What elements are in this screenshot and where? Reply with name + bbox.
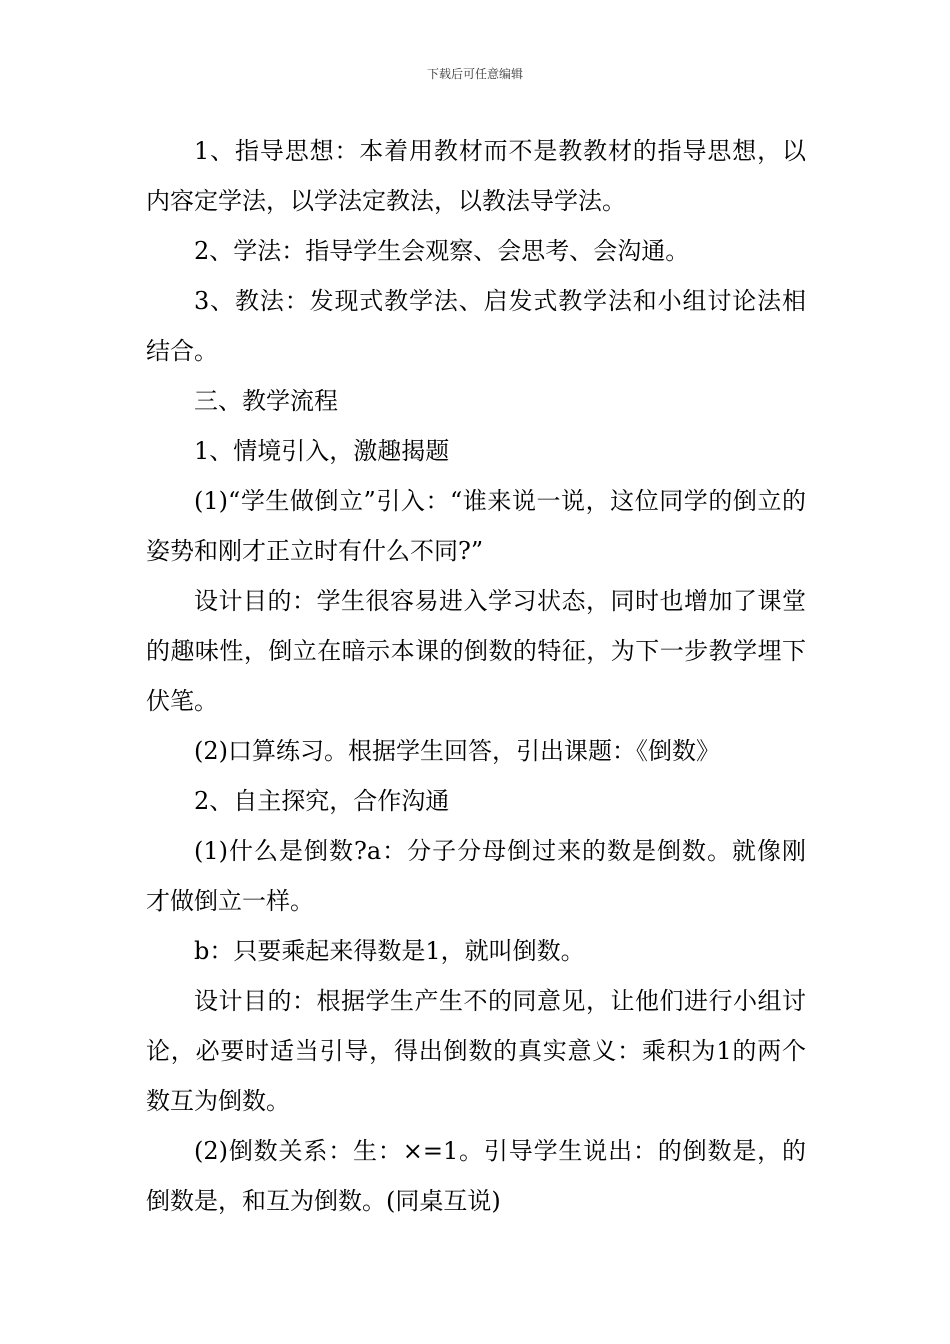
paragraph-oral-practice: (2)口算练习。根据学生回答，引出课题：《倒数》 bbox=[194, 737, 720, 765]
paragraph-teaching-method: 3、教法：发现式教学法、启发式教学法和小组讨论法相结合。 bbox=[146, 287, 806, 365]
paragraph-reciprocal-relation: (2)倒数关系：生：×=1。引导学生说出：的倒数是，的倒数是，和互为倒数。(同桌互说) bbox=[146, 1137, 806, 1215]
document-body bbox=[146, 126, 806, 1226]
section-heading-teaching-process: 三、教学流程 bbox=[194, 387, 338, 415]
paragraph-what-is-reciprocal: (1)什么是倒数?a：分子分母倒过来的数是倒数。就像刚才做倒立一样。 bbox=[146, 837, 806, 915]
subheading-situation-intro: 1、情境引入，激趣揭题 bbox=[194, 437, 450, 465]
paragraph-design-purpose-1: 设计目的：学生很容易进入学习状态，同时也增加了课堂的趣味性，倒立在暗示本课的倒数的特征，为下一步教学埋下伏笔。 bbox=[146, 587, 806, 715]
paragraph-answer-b: b：只要乘起来得数是1，就叫倒数。 bbox=[194, 937, 585, 965]
page-header: 下载后可任意编辑 bbox=[426, 67, 523, 81]
paragraph-learning-method: 2、学法：指导学生会观察、会思考、会沟通。 bbox=[194, 237, 690, 265]
paragraph-design-purpose-2: 设计目的：根据学生产生不的同意见，让他们进行小组讨论，必要时适当引导，得出倒数的真实意义：乘积为1的两个数互为倒数。 bbox=[146, 987, 806, 1115]
paragraph-handstand-intro: (1)“学生做倒立”引入：“谁来说一说，这位同学的倒立的姿势和刚才正立时有什么不同?” bbox=[146, 487, 806, 565]
paragraph-guiding-thought: 1、指导思想：本着用教材而不是教教材的指导思想，以内容定学法，以学法定教法，以教法导学法。 bbox=[146, 137, 806, 215]
subheading-self-exploration: 2、自主探究，合作沟通 bbox=[194, 787, 450, 815]
